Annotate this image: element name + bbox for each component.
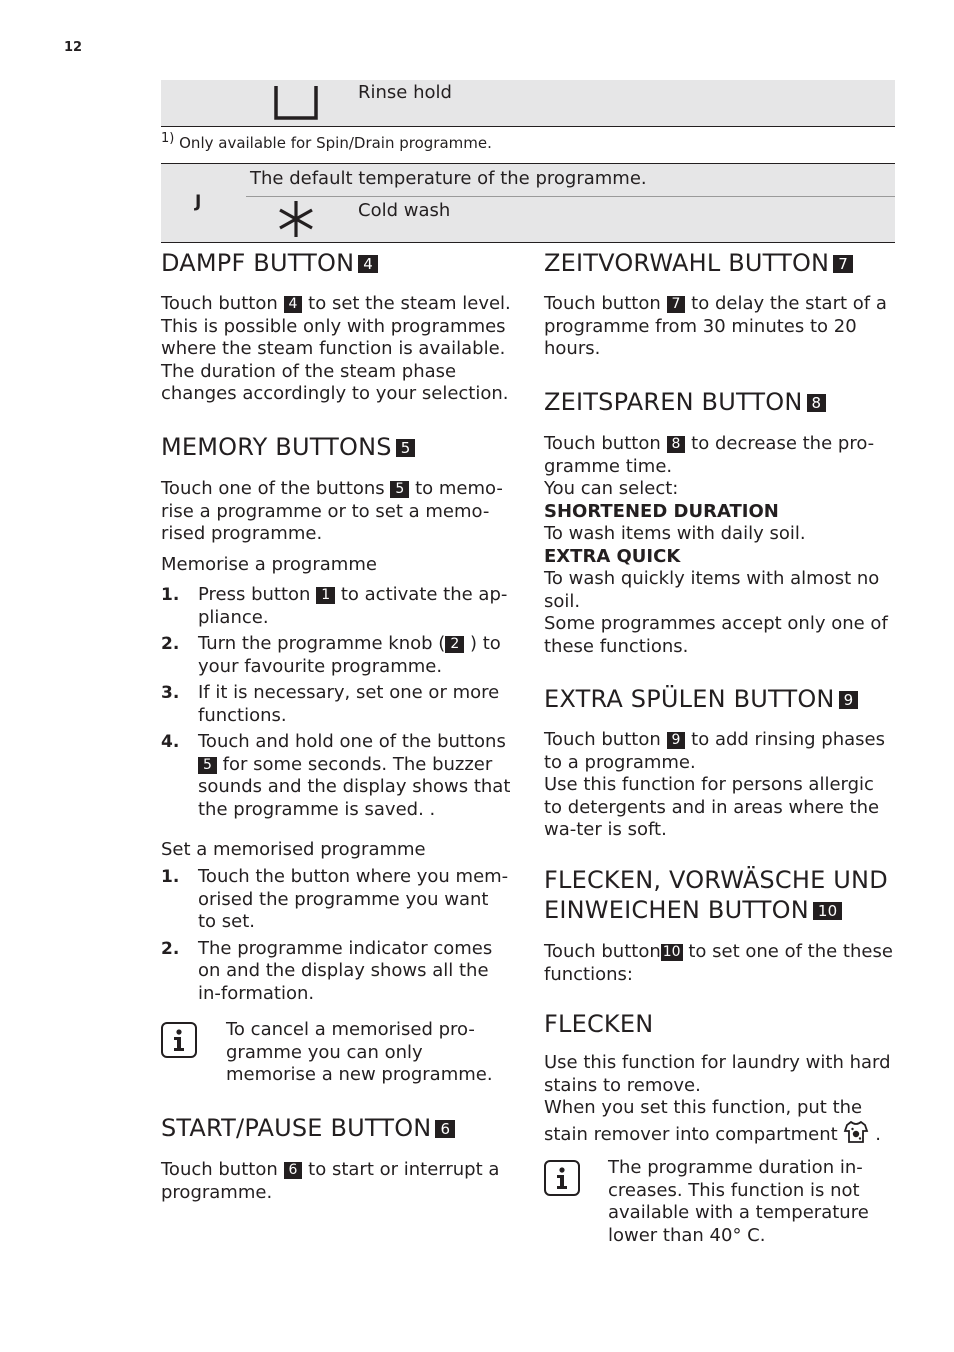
dampf-button-description — [161, 293, 516, 406]
text-fragment: to add rinsing phases to a programme. — [544, 729, 885, 773]
text-fragment: Touch button — [544, 293, 661, 314]
zeitsparen-heading — [544, 387, 826, 417]
text-fragment: to start or interrupt a programme. — [161, 1159, 500, 1203]
text-fragment: for some seconds. The buzzer sounds and the display shows that the programme is saved. . — [198, 753, 511, 820]
step-number: 3. — [161, 683, 180, 703]
text-fragment: to decrease the pro-gramme time. — [544, 433, 875, 477]
extra-spuelen-heading — [544, 684, 858, 714]
zeitsparen-description — [544, 433, 894, 658]
memory-note: To cancel a memorised pro-gramme you can only memorise a new programme. — [226, 1019, 493, 1085]
text-fragment: Touch one of the buttons — [161, 478, 385, 499]
flecken-description — [544, 1052, 894, 1150]
text-fragment: Turn the programme knob ( — [198, 633, 446, 654]
text-fragment: to activate the ap-pliance. — [198, 584, 508, 628]
text-fragment: Use this function for laundry with hard stains to remove. — [544, 1052, 891, 1096]
extra-spuelen-description — [544, 729, 894, 842]
button-number-badge: 6 — [284, 1162, 303, 1179]
start-pause-title: START/PAUSE BUTTON — [161, 1114, 432, 1142]
step-number: 2. — [161, 634, 180, 654]
button-number-badge: 9 — [667, 732, 686, 749]
step-number: 1. — [161, 867, 180, 887]
cold-wash-label: Cold wash — [358, 200, 451, 221]
footnote-mark: 1) — [161, 131, 175, 146]
dampf-button-heading — [161, 248, 378, 278]
extra-spuelen-title: EXTRA SPÜLEN BUTTON — [544, 685, 835, 713]
flecken-button-title-line2: EINWEICHEN BUTTON — [544, 896, 809, 924]
step-number: 2. — [161, 938, 180, 959]
default-temp-label: The default temperature of the programme. — [250, 168, 647, 189]
text-fragment: . — [875, 1123, 881, 1145]
table-bottom-line — [161, 242, 895, 243]
flecken-note: The programme duration in-creases. This function is not available with a temperature lower than 40° C. — [608, 1157, 869, 1246]
text-fragment: Touch button — [161, 293, 278, 314]
text-fragment: Touch button — [544, 433, 661, 454]
button-number-badge: 7 — [833, 255, 853, 273]
option-title: EXTRA QUICK — [544, 545, 681, 567]
text-fragment: to set one of the these functions: — [544, 941, 893, 985]
zeitvorwahl-description — [544, 293, 894, 361]
set-memorised-programme-subheading: Set a memorised programme — [161, 839, 426, 860]
rinse-hold-icon — [272, 84, 320, 126]
flecken-title: FLECKEN — [544, 1010, 654, 1038]
button-number-badge: 5 — [390, 481, 409, 498]
rinse-hold-label: Rinse hold — [358, 82, 452, 103]
start-pause-heading — [161, 1113, 455, 1143]
memorise-programme-subheading: Memorise a programme — [161, 554, 377, 575]
button-number-badge: 6 — [435, 1120, 455, 1138]
memory-buttons-title: MEMORY BUTTONS — [161, 433, 392, 461]
text-fragment: to delay the start of a programme from 30 minutes to 20 hours. — [544, 293, 887, 359]
page-number: 12 — [64, 40, 83, 55]
table-temp-symbol-cell — [161, 163, 246, 242]
step-number: 1. — [161, 585, 180, 605]
text-fragment: If it is necessary, set one or more functions. — [198, 682, 500, 726]
info-icon — [544, 1160, 580, 1196]
table-inner-line — [246, 196, 895, 197]
text-fragment: rise a programme or to set a memo-rised programme. — [161, 500, 490, 544]
zeitsparen-title: ZEITSPAREN BUTTON — [544, 388, 803, 416]
dampf-button-title: DAMPF BUTTON — [161, 249, 355, 277]
text-fragment: Some programmes accept only one of these functions. — [544, 613, 888, 657]
button-number-badge: 4 — [284, 296, 303, 313]
memorise-steps-list — [161, 584, 511, 825]
option-title: SHORTENED DURATION — [544, 500, 779, 522]
list-item — [161, 938, 511, 1006]
text-fragment: to set the steam level. — [308, 293, 511, 314]
text-fragment: ) to your favourite programme. — [198, 633, 501, 677]
text-fragment: You can select: — [544, 478, 679, 499]
button-number-badge: 5 — [198, 757, 217, 774]
text-fragment: When you set this function, put the stain remover into compartment — [544, 1097, 863, 1145]
button-number-badge: 7 — [667, 296, 686, 313]
button-number-badge: 9 — [839, 691, 859, 709]
list-item — [161, 584, 511, 629]
flecken-button-heading — [544, 865, 904, 925]
button-number-badge: 8 — [667, 436, 686, 453]
flecken-heading — [544, 1009, 653, 1039]
zeitvorwahl-title: ZEITVORWAHL BUTTON — [544, 249, 830, 277]
text-fragment: Use this function for persons allergic to detergents and in areas where the wa-ter is soft. — [544, 774, 880, 840]
zeitvorwahl-heading — [544, 248, 853, 278]
text-fragment: Touch button — [544, 729, 661, 750]
temperature-symbol: J — [195, 192, 202, 212]
text-fragment: Touch button — [161, 1159, 278, 1180]
text-fragment: The programme indicator comes on and the display shows all the in-formation. — [198, 937, 493, 1004]
footnote — [161, 131, 492, 152]
text-fragment: Touch button — [544, 941, 661, 962]
button-number-badge: 8 — [807, 394, 827, 412]
table-row-cold-wash — [246, 197, 895, 242]
list-item — [161, 866, 511, 934]
button-number-badge: 5 — [396, 439, 416, 457]
memory-buttons-description — [161, 478, 511, 546]
memory-buttons-heading — [161, 432, 415, 462]
stain-remover-compartment-icon — [843, 1120, 869, 1151]
table-top-line — [161, 163, 895, 164]
list-item — [161, 682, 511, 727]
footnote-text: Only available for Spin/Drain programme. — [179, 134, 492, 152]
button-number-badge: 10 — [813, 902, 843, 920]
text-fragment: To wash quickly items with almost no soil. — [544, 568, 880, 612]
text-fragment: to memo- — [415, 478, 503, 499]
button-number-badge: 4 — [358, 255, 378, 273]
list-item — [161, 731, 511, 821]
button-number-badge: 1 — [316, 587, 335, 604]
button-number-badge: 2 — [445, 636, 464, 653]
flecken-button-description — [544, 941, 896, 986]
text-fragment: Touch the button where you mem-orised the programme you want to set. — [198, 866, 509, 932]
start-pause-description — [161, 1159, 511, 1204]
text-fragment: To wash items with daily soil. — [544, 523, 806, 544]
set-memorised-steps-list — [161, 866, 511, 1009]
button-number-badge: 10 — [662, 944, 681, 960]
info-icon — [161, 1022, 197, 1058]
flecken-button-title-line1: FLECKEN, VORWÄSCHE UND — [544, 866, 888, 894]
cold-wash-icon — [276, 199, 316, 243]
text-fragment: This is possible only with programmes where the steam function is available. The duration of the steam phase changes accordingly to your selection. — [161, 315, 509, 404]
text-fragment: Touch and hold one of the buttons — [198, 731, 506, 752]
table-divider — [161, 126, 895, 127]
text-fragment: Press button — [198, 584, 311, 605]
list-item — [161, 633, 511, 678]
step-number: 4. — [161, 732, 180, 752]
